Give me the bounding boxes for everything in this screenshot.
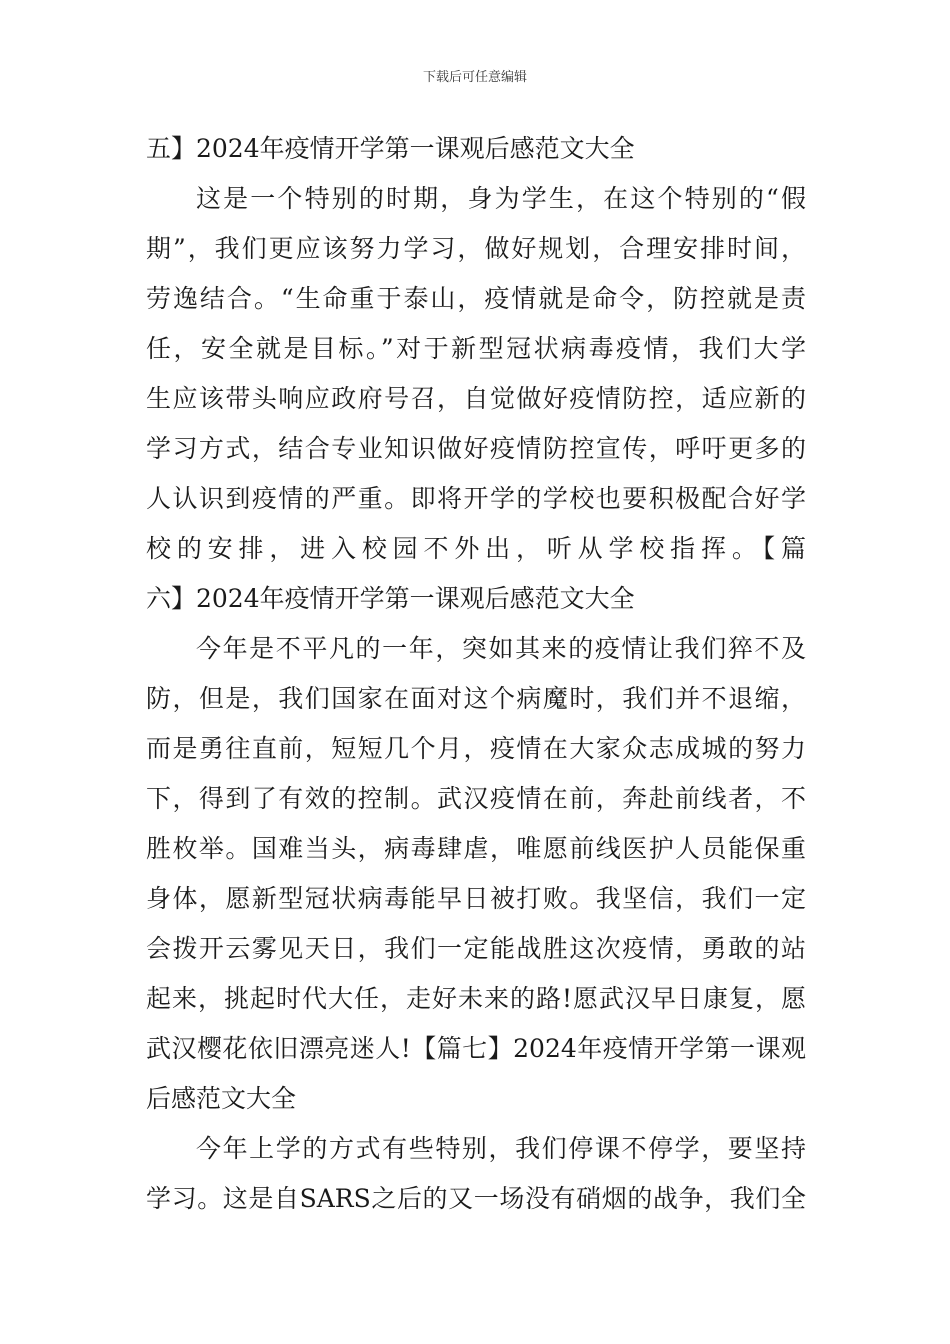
text-line: 起来，挑起时代大任，走好未来的路!愿武汉早日康复，愿: [146, 984, 806, 1013]
text-line: 武汉樱花依旧漂亮迷人!【篇七】2024年疫情开学第一课观: [146, 1034, 806, 1063]
text-line: 这是一个特别的时期，身为学生，在这个特别的“假: [196, 184, 806, 213]
text-line: 学习。这是自SARS之后的又一场没有硝烟的战争，我们全: [146, 1184, 806, 1213]
text-line: 下，得到了有效的控制。武汉疫情在前，奔赴前线者，不: [146, 784, 806, 813]
text-line: 学习方式，结合专业知识做好疫情防控宣传，呼吁更多的: [146, 434, 806, 463]
body-text: [146, 124, 806, 1224]
text-line: 后感范文大全: [146, 1084, 297, 1113]
text-line: 校的安排，进入校园不外出，听从学校指挥。【篇: [146, 534, 806, 563]
page-header-note: 下载后可任意编辑: [422, 70, 527, 85]
text-line: 身体，愿新型冠状病毒能早日被打败。我坚信，我们一定: [146, 884, 806, 913]
text-line: 今年是不平凡的一年，突如其来的疫情让我们猝不及: [196, 634, 806, 663]
text-line: 人认识到疫情的严重。即将开学的学校也要积极配合好学: [146, 484, 806, 513]
text-line: 而是勇往直前，短短几个月，疫情在大家众志成城的努力: [146, 734, 806, 763]
text-line: 劳逸结合。“生命重于泰山，疫情就是命令，防控就是责: [146, 284, 806, 313]
text-line: 生应该带头响应政府号召，自觉做好疫情防控，适应新的: [146, 384, 806, 413]
text-line: 五】2024年疫情开学第一课观后感范文大全: [146, 134, 635, 163]
text-line: 防，但是，我们国家在面对这个病魔时，我们并不退缩，: [146, 684, 806, 713]
text-line: 期”，我们更应该努力学习，做好规划，合理安排时间，: [146, 234, 806, 263]
text-line: 六】2024年疫情开学第一课观后感范文大全: [146, 584, 635, 613]
text-line: 会拨开云雾见天日，我们一定能战胜这次疫情，勇敢的站: [146, 934, 806, 963]
text-line: 胜枚举。国难当头，病毒肆虐，唯愿前线医护人员能保重: [146, 834, 806, 863]
text-line: 今年上学的方式有些特别，我们停课不停学，要坚持: [196, 1134, 806, 1163]
text-line: 任，安全就是目标。”对于新型冠状病毒疫情，我们大学: [146, 334, 806, 363]
